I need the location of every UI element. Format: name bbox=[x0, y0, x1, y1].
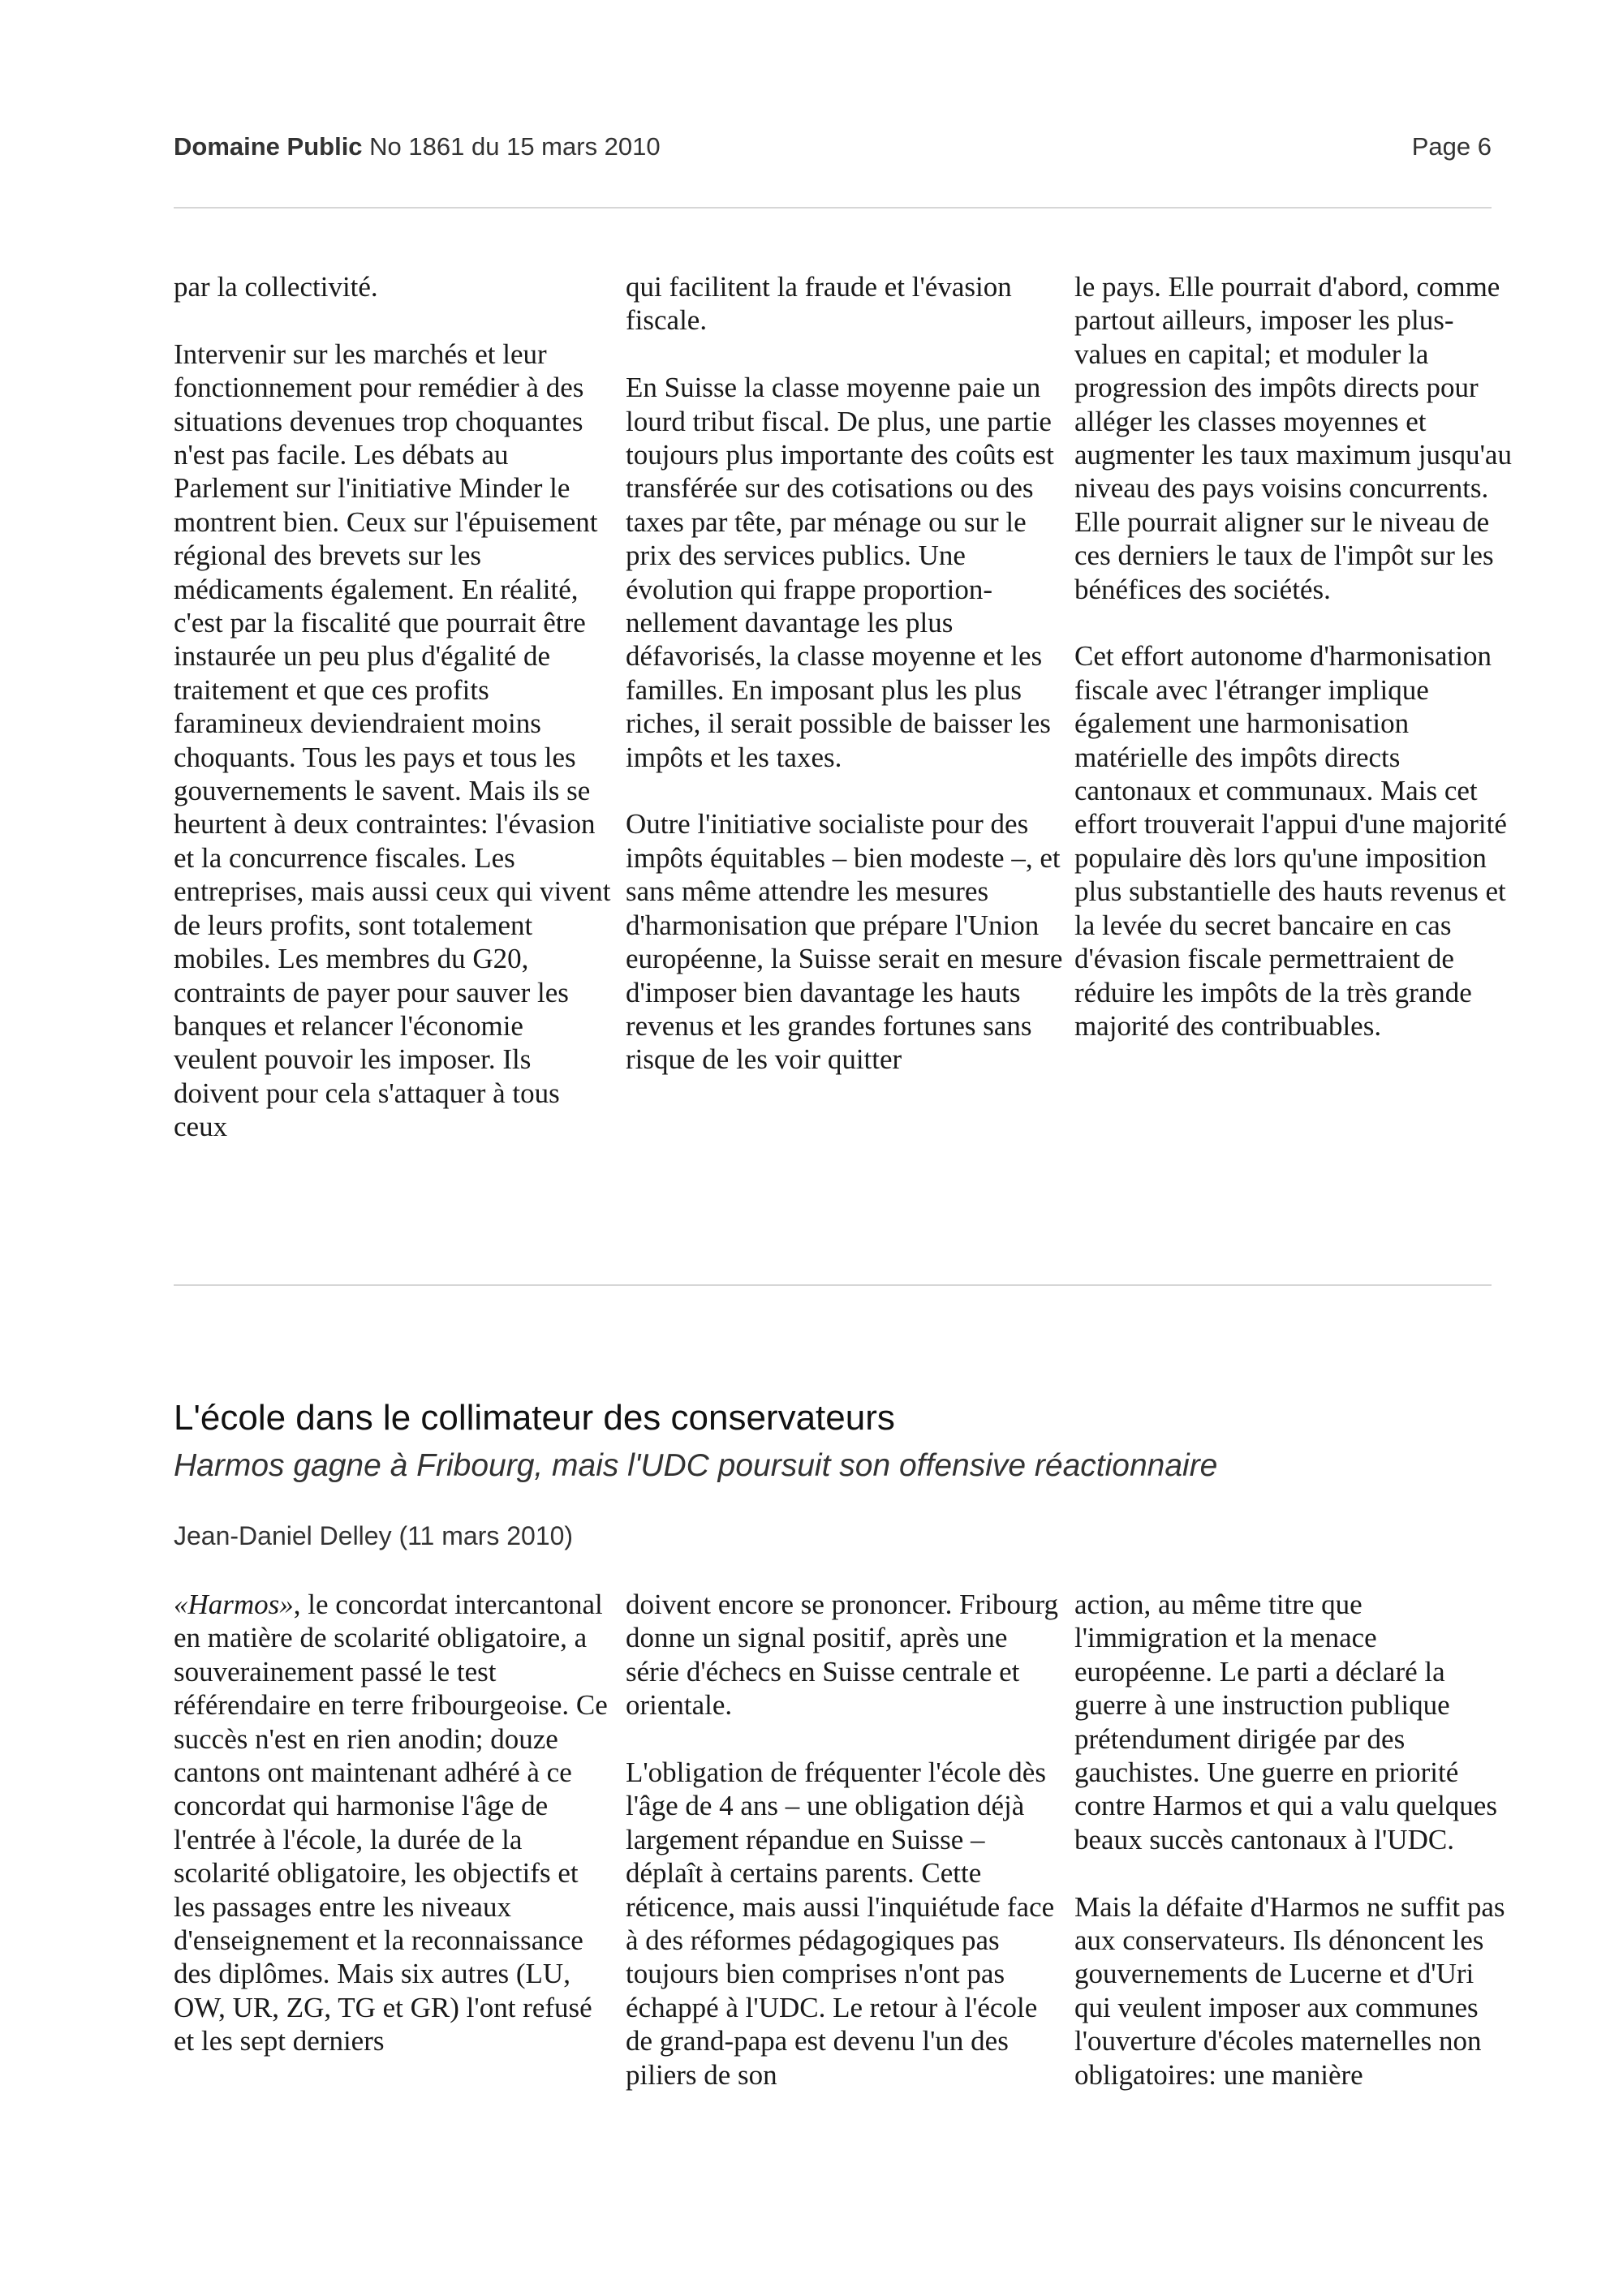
article2-column-1 bbox=[174, 1588, 612, 2058]
paragraph: Intervenir sur les marchés et leur fonctionnement pour remédier à des situations devenues trop choquantes n'est pas facile. Les débats au Parlement sur l'initiative Minder le montrent bien. Ceux sur l'épuisement régional des brevets sur les médicaments également. En réalité, c'est par la fiscalité que pourrait être instaurée un peu plus d'égalité de traitement et que ces profits faramineux deviendraient moins choquants. Tous les pays et tous les gouvernements le savent. Mais ils se heurtent à deux contraintes: l'évasion et la concurrence fiscales. Les entreprises, mais aussi ceux qui vivent de leurs profits, sont totalement mobiles. Les membres du G20, contraints de payer pour sauver les banques et relancer l'économie veulent pouvoir les imposer. Ils doivent pour cela s'attaquer à tous ceux bbox=[174, 338, 611, 1143]
article1-column-2 bbox=[626, 270, 1064, 1077]
paragraph: Cet effort autonome d'harmonisation fiscale avec l'étranger implique également une harmonisation matérielle des impôts directs cantonaux et communaux. Mais cet effort trouverait l'appui d'une majorité populaire dès lors qu'une imposition plus substantielle des hauts revenus et la levée du secret bancaire en cas d'évasion fiscale permettraient de réduire les impôts de la très grande majorité des contribuables. bbox=[1074, 640, 1507, 1042]
paragraph: le pays. Elle pourrait d'abord, comme partout ailleurs, imposer les plus-values en capital; et moduler la progression des impôts directs pour alléger les classes moyennes et augmenter les taux maximum jusqu'au niveau des pays voisins concurrents. Elle pourrait aligner sur le niveau de ces derniers le taux de l'impôt sur les bénéfices des sociétés. bbox=[1074, 271, 1512, 605]
issue-info: No 1861 du 15 mars 2010 bbox=[369, 132, 661, 161]
paragraph: Outre l'initiative socialiste pour des impôts équitables – bien modeste –, et sans même attendre les mesures d'harmonisation que prépare l'Union européenne, la Suisse serait en mesure d'imposer bien davantage les hauts revenus et les grandes fortunes sans risque de les voir quitter bbox=[626, 808, 1063, 1076]
header-divider bbox=[174, 207, 1492, 209]
concordat-name: «Harmos» bbox=[174, 1589, 294, 1620]
article-divider bbox=[174, 1284, 1492, 1286]
paragraph: L'obligation de fréquenter l'école dès l'âge de 4 ans – une obligation déjà largement répandue en Suisse – déplaît à certains parents. Cette réticence, mais aussi l'inquiétude face à des réformes pédagogiques pas toujours bien comprises n'ont pas échappé à l'UDC. Le retour à l'école de grand-papa est devenu l'un des piliers de son bbox=[626, 1756, 1055, 2091]
paragraph-text: , le concordat intercantonal en matière de scolarité obligatoire, a souverainement passé le test référendaire en terre fribourgeoise. Ce succès n'est en rien anodin; douze cantons ont maintenant adhéré à ce concordat qui harmonise l'âge de l'entrée à l'école, la durée de la scolarité obligatoire, les objectifs et les passages entre les niveaux d'enseignement et la reconnaissance des diplômes. Mais six autres (LU, OW, UR, ZG, TG et GR) l'ont refusé et les sept derniers bbox=[174, 1589, 608, 2057]
article2-column-2 bbox=[626, 1588, 1064, 2092]
paragraph: par la collectivité. bbox=[174, 271, 378, 303]
paragraph: Mais la défaite d'Harmos ne suffit pas aux conservateurs. Ils dénoncent les gouvernements de Lucerne et d'Uri qui veulent imposer aux communes l'ouverture d'écoles maternelles non obligatoires: une manière bbox=[1074, 1890, 1505, 2091]
page-number: Page 6 bbox=[1411, 132, 1492, 161]
article1-column-1 bbox=[174, 270, 612, 1144]
paragraph: En Suisse la classe moyenne paie un lourd tribut fiscal. De plus, une partie toujours plus importante des coûts est transférée sur des cotisations ou des taxes par tête, par ménage ou sur le prix des services publics. Une évolution qui frappe proportion-nellement davantage les plus défavorisés, la classe moyenne et les familles. En imposant plus les plus riches, il serait possible de baisser les impôts et les taxes. bbox=[626, 372, 1054, 773]
paragraph: qui facilitent la fraude et l'évasion fiscale. bbox=[626, 271, 1012, 337]
paragraph: action, au même titre que l'immigration et la menace européenne. Le parti a déclaré la guerre à une instruction publique prétendument dirigée par des gauchistes. Une guerre en priorité contre Harmos et qui a valu quelques beaux succès cantonaux à l'UDC. bbox=[1074, 1589, 1497, 1855]
article2-column-3 bbox=[1074, 1588, 1513, 2092]
article1-column-3 bbox=[1074, 270, 1513, 1043]
paragraph: doivent encore se prononcer. Fribourg donne un signal positif, après une série d'échecs en Suisse centrale et orientale. bbox=[626, 1589, 1058, 1722]
page-header bbox=[174, 132, 1492, 161]
article-subtitle: Harmos gagne à Fribourg, mais l'UDC poursuit son offensive réactionnaire bbox=[174, 1448, 1218, 1483]
article-byline: Jean-Daniel Delley (11 mars 2010) bbox=[174, 1521, 574, 1550]
publication-name: Domaine Public bbox=[174, 132, 363, 161]
paragraph bbox=[174, 1588, 612, 2058]
article-title: L'école dans le collimateur des conservateurs bbox=[174, 1398, 895, 1438]
